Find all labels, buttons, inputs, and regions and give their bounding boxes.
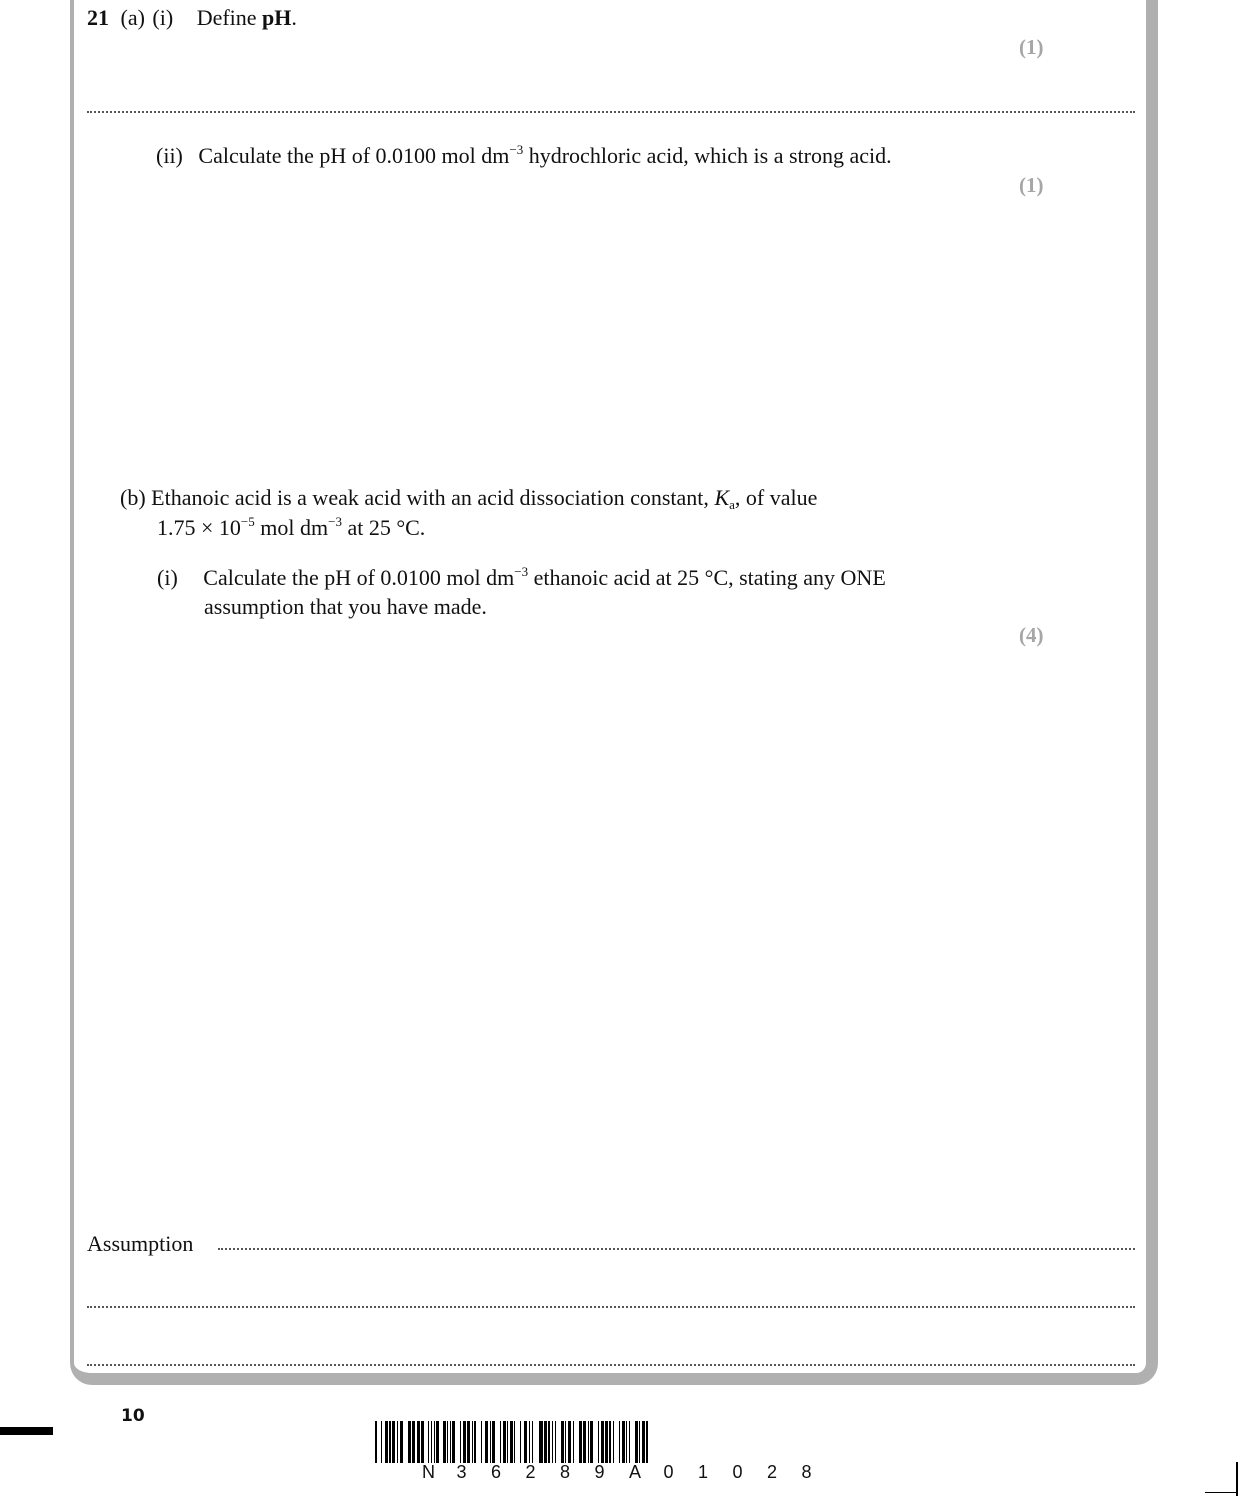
subpart-ii-label: (ii) <box>156 143 183 168</box>
question-21-b-i-line-1 <box>157 564 886 595</box>
b-i-text-1: Calculate the pH of 0.0100 mol dm <box>203 565 515 590</box>
subpart-i-label: (i) <box>152 5 174 30</box>
subpart-b-i-label: (i) <box>157 565 178 590</box>
b-stem-text-1: Ethanoic acid is a weak acid with an acid dissociation constant, <box>151 485 715 510</box>
barcode-char: 9 <box>594 1462 605 1482</box>
barcode-char: 2 <box>767 1462 778 1482</box>
part-a-label: (a) <box>120 5 145 30</box>
define-prefix: Define <box>196 5 263 30</box>
page-number: 10 <box>121 1406 145 1426</box>
working-space-a-ii[interactable] <box>87 200 1135 470</box>
assumption-line-1[interactable] <box>218 1248 1135 1250</box>
working-space-b-i[interactable] <box>87 660 1135 1220</box>
ka-exponent: −5 <box>240 514 255 529</box>
question-21-b-stem-line-1 <box>120 484 817 515</box>
barcode-char: N <box>422 1462 435 1482</box>
a-ii-text-2: hydrochloric acid, which is a strong acid. <box>523 143 892 168</box>
barcode-char: 0 <box>732 1462 743 1482</box>
question-21-a-i <box>87 4 297 32</box>
define-term: pH <box>262 5 292 30</box>
ka-symbol: K <box>714 485 730 510</box>
marks-b-i: (4) <box>1019 623 1044 647</box>
define-suffix: . <box>291 5 297 30</box>
ka-value: 1.75 × 10 <box>157 515 241 540</box>
barcode-char: 8 <box>560 1462 571 1482</box>
marks-a-ii: (1) <box>1019 173 1044 197</box>
barcode-char: 2 <box>525 1462 536 1482</box>
a-ii-text-1: Calculate the pH of 0.0100 mol dm <box>198 143 510 168</box>
marks-a-i: (1) <box>1019 35 1044 59</box>
question-number: 21 <box>87 5 109 30</box>
question-21-b-stem-line-2 <box>157 514 425 545</box>
b-i-text-2: ethanoic acid at 25 °C, stating any ONE <box>528 565 886 590</box>
barcode-char: 1 <box>698 1462 709 1482</box>
margin-marker <box>0 1427 53 1435</box>
assumption-label: Assumption <box>87 1231 194 1256</box>
ka-temperature: at 25 °C. <box>341 515 426 540</box>
question-21-b-i-line-2: assumption that you have made. <box>204 594 487 619</box>
answer-line-a-i[interactable] <box>87 111 1135 113</box>
barcode-text <box>422 1462 836 1483</box>
b-stem-text-2: , of value <box>734 485 818 510</box>
ka-subscript: a <box>729 497 735 512</box>
ka-units: mol dm <box>254 515 329 540</box>
b-i-sup: −3 <box>514 564 529 579</box>
barcode-char: A <box>629 1462 642 1482</box>
ka-units-exponent: −3 <box>328 514 342 529</box>
barcode-char: 3 <box>456 1462 467 1482</box>
part-b-label: (b) <box>120 485 146 510</box>
assumption-line-2[interactable] <box>87 1306 1135 1308</box>
question-21-a-ii <box>156 142 892 173</box>
barcode-char: 0 <box>663 1462 674 1482</box>
crop-mark-horizontal <box>1205 1492 1236 1493</box>
barcode-char: 6 <box>491 1462 502 1482</box>
a-ii-sup: −3 <box>509 142 524 157</box>
barcode <box>375 1421 859 1463</box>
assumption-line-3[interactable] <box>87 1364 1135 1366</box>
barcode-char: 8 <box>801 1462 812 1482</box>
